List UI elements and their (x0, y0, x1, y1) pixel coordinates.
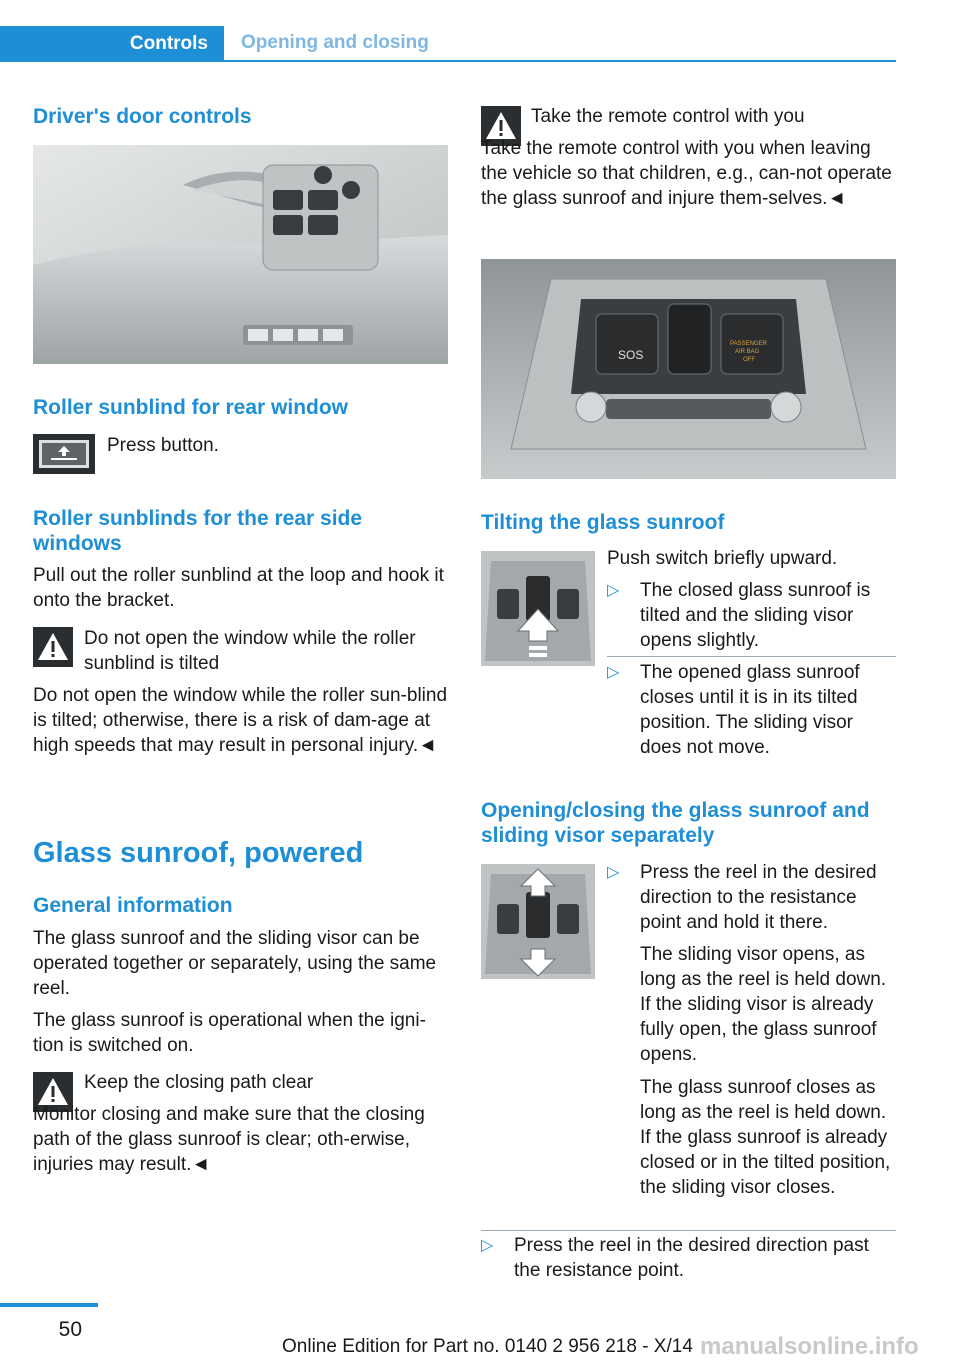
sos-label: SOS (618, 348, 644, 362)
svg-text:AIR BAG: AIR BAG (735, 349, 760, 355)
warning1-title: Do not open the window while the roller sunblind is tilted (84, 628, 416, 674)
watermark-text: manualsonline.info (700, 1333, 919, 1360)
heading-general-information: General information (33, 894, 233, 917)
warning3-title: Take the remote control with you (531, 106, 805, 127)
svg-text:OFF: OFF (743, 357, 755, 363)
divider (481, 1230, 896, 1231)
bullet-triangle-icon: ▷ (607, 582, 620, 599)
page-header (0, 0, 896, 62)
push-switch-text: Push switch briefly upward. (607, 548, 838, 569)
reel-direction-image (481, 864, 595, 979)
bullet-triangle-icon: ▷ (607, 664, 620, 681)
tab-opening-and-closing[interactable]: Opening and closing (224, 26, 896, 62)
divider (607, 656, 896, 657)
general-text-2: The glass sunroof is operational when the igni-tion is switched on. (33, 1010, 426, 1056)
warning2-body: Monitor closing and make sure that the closing path of the glass sunroof is clear; oth-erwise, injuries may result.◄ (33, 1104, 425, 1175)
heading-roller-sunblinds-rear-side: Roller sunblinds for the rear side windows (33, 507, 363, 556)
pull-out-text: Pull out the roller sunblind at the loop and hook it onto the bracket. (33, 565, 444, 611)
warning3-body: Take the remote control with you when leaving the vehicle so that children, e.g., can-not operate the glass sunroof and injure them-selves.◄ (481, 138, 892, 209)
open-text-2: The glass sunroof closes as long as the reel is held down. If the glass sunroof is already closed or in the tilted position, the sliding visor closes. (640, 1077, 891, 1198)
warning-icon (33, 627, 73, 667)
heading-tilting-glass-sunroof: Tilting the glass sunroof (481, 511, 725, 534)
overhead-console-photo (481, 259, 896, 479)
svg-text:PASSENGER: PASSENGER (730, 341, 767, 347)
bullet-triangle-icon: ▷ (481, 1237, 494, 1254)
general-text-1: The glass sunroof and the sliding visor can be operated together or separately, using the same reel. (33, 928, 437, 999)
page-number: 50 (58, 1318, 82, 1341)
heading-glass-sunroof-powered: Glass sunroof, powered (33, 837, 364, 869)
warning1-body: Do not open the window while the roller sun-blind is tilted; otherwise, there is a risk of dam-age at high speeds that may result in personal injury.◄ (33, 685, 448, 756)
heading-opening-closing-separately: Opening/closing the glass sunroof and sliding visor separately (481, 799, 870, 848)
footer-accent-bar (0, 1303, 98, 1307)
heading-roller-sunblind-rear-window: Roller sunblind for rear window (33, 396, 349, 419)
tilt-switch-image (481, 551, 595, 666)
tab-controls[interactable]: Controls (0, 26, 224, 62)
edition-text: Online Edition for Part no. 0140 2 956 218 - X/14 (282, 1336, 693, 1357)
warning2-title: Keep the closing path clear (84, 1072, 314, 1093)
drivers-door-photo (33, 145, 448, 364)
roller-sunblind-button-icon (33, 434, 95, 474)
heading-drivers-door-controls: Driver's door controls (33, 105, 252, 128)
press-button-text: Press button. (107, 435, 219, 456)
bullet-triangle-icon: ▷ (607, 864, 620, 881)
open-text-1: The sliding visor opens, as long as the reel is held down. If the sliding visor is already fully open, the glass sunroof opens. (640, 944, 887, 1065)
